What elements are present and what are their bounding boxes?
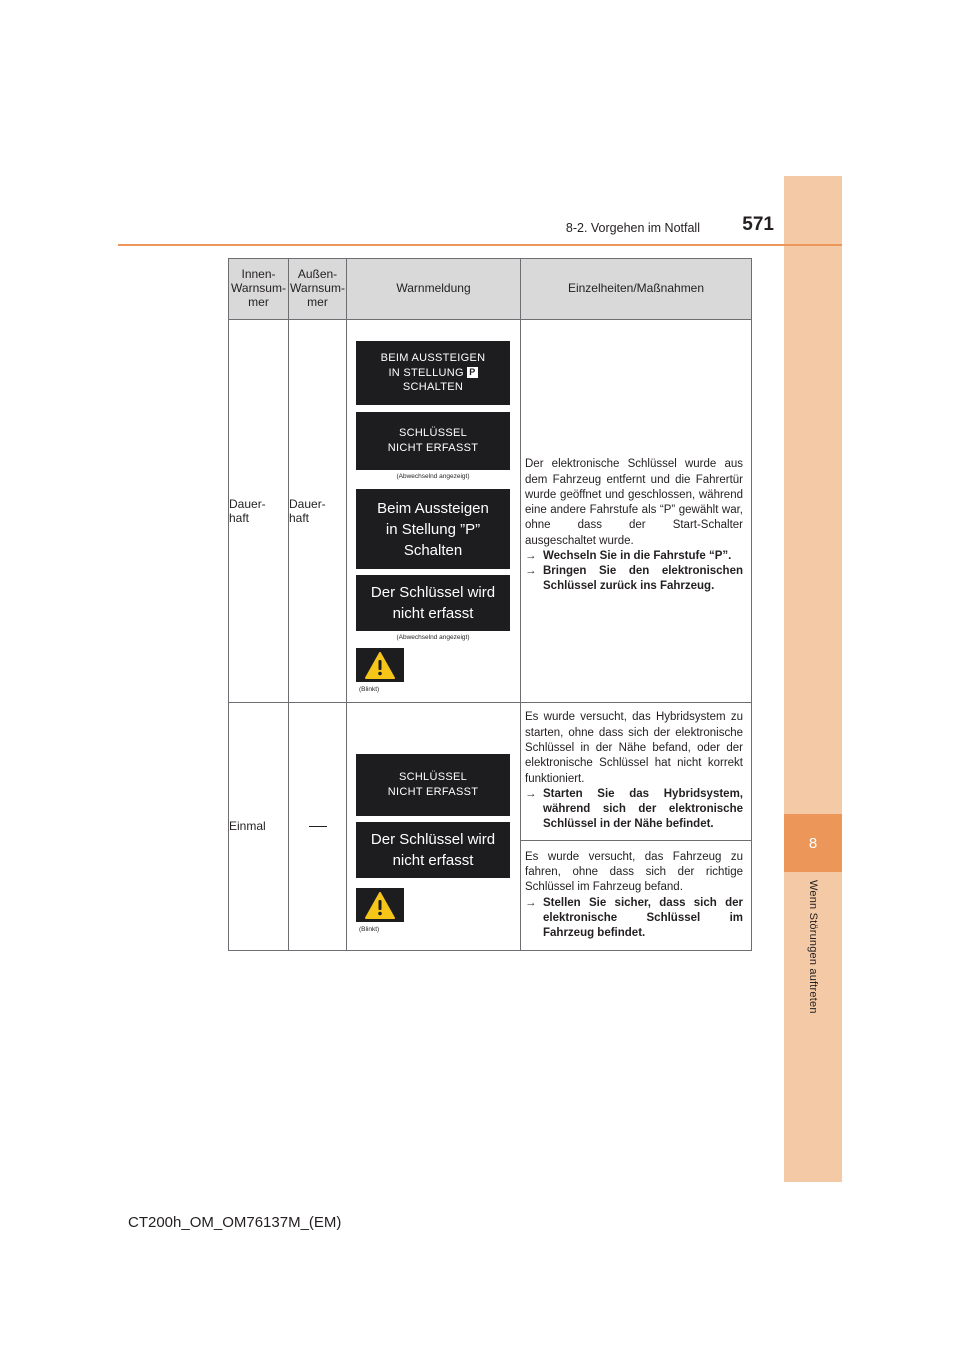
warning-table [228, 258, 752, 951]
header-message: Warnmeldung [347, 259, 521, 320]
no-buzzer-dash [309, 826, 327, 827]
table-row [229, 703, 752, 841]
details-cell [521, 703, 752, 841]
display-shift-p: Beim Aussteigen in Stellung ”P” Schalten [356, 489, 510, 569]
action-item: → Starten Sie das Hybridsystem, während sich der elektronische Schlüssel in der Nähe befindet. [525, 787, 743, 831]
outer-buzzer-cell [289, 703, 347, 951]
message-cell [347, 703, 521, 951]
header-details: Einzelheiten/Maßnahmen [521, 259, 752, 320]
action-item: → Bringen Sie den elektronischen Schlüssel zurück ins Fahrzeug. [525, 565, 743, 593]
outer-buzzer-cell: Dauer- haft [289, 320, 347, 703]
table-header-row [229, 259, 752, 320]
display-key-not-detected: Der Schlüssel wird nicht erfasst [356, 575, 510, 631]
warning-triangle-icon [365, 892, 395, 919]
description: Der elektronische Schlüssel wurde aus dem Fahrzeug entfernt und die Fahrertür wurde geöffnet und geschlossen, während eine andere Fahrstufe als “P” gewählt war, ohne dass der Start-Schalter ausgeschaltet wurde. [525, 458, 743, 547]
caption-alternating: (Abwechselnd angezeigt) [396, 473, 470, 480]
side-tab [784, 176, 842, 1182]
display-shift-p-caps: BEIM AUSSTEIGEN IN STELLUNG P SCHALTEN [356, 341, 510, 405]
chapter-title [805, 880, 821, 1030]
header-inner-buzzer: Innen- Warnsum- mer [229, 259, 289, 320]
header-rule [118, 244, 842, 246]
display-key-not-detected: Der Schlüssel wird nicht erfasst [356, 822, 510, 878]
p-badge: P [469, 367, 476, 378]
section-title: 8-2. Vorgehen im Notfall [565, 221, 700, 235]
inner-buzzer-cell: Dauer- haft [229, 320, 289, 703]
description: Es wurde versucht, das Hybridsystem zu starten, ohne dass sich der elektronische Schlüssel in der Nähe befand, oder der elektronische Schlüssel hat nicht korrekt funktioniert. [525, 711, 743, 785]
details-cell [521, 320, 752, 703]
display-key-not-detected-caps: SCHLÜSSEL NICHT ERFASST [356, 754, 510, 816]
display-key-not-detected-caps: SCHLÜSSEL NICHT ERFASST [356, 412, 510, 470]
header-outer-buzzer: Außen- Warnsum- mer [289, 259, 347, 320]
warning-light [356, 888, 404, 922]
caption-alternating: (Abwechselnd angezeigt) [396, 634, 470, 641]
blink-caption: (Blinkt) [359, 926, 380, 933]
table-row [229, 320, 752, 703]
page-number: 571 [742, 214, 774, 235]
action-item: → Stellen Sie sicher, dass sich der elektronische Schlüssel im Fahrzeug befindet. [525, 896, 743, 940]
message-cell [347, 320, 521, 703]
warning-light [356, 648, 404, 682]
description: Es wurde versucht, das Fahrzeug zu fahren, ohne dass sich der richtige Schlüssel im Fahrzeug befand. [525, 850, 743, 894]
document-code: CT200h_OM_OM76137M_(EM) [128, 1214, 342, 1231]
chapter-number: 8 [784, 814, 842, 872]
inner-buzzer-cell: Einmal [229, 703, 289, 951]
chapter-title-text: Wenn Störungen auftreten [807, 880, 819, 1014]
details-cell [521, 841, 752, 951]
action-item: → Wechseln Sie in die Fahrstufe “P”. [525, 549, 732, 562]
blink-caption: (Blinkt) [359, 686, 380, 693]
warning-triangle-icon [365, 652, 395, 679]
